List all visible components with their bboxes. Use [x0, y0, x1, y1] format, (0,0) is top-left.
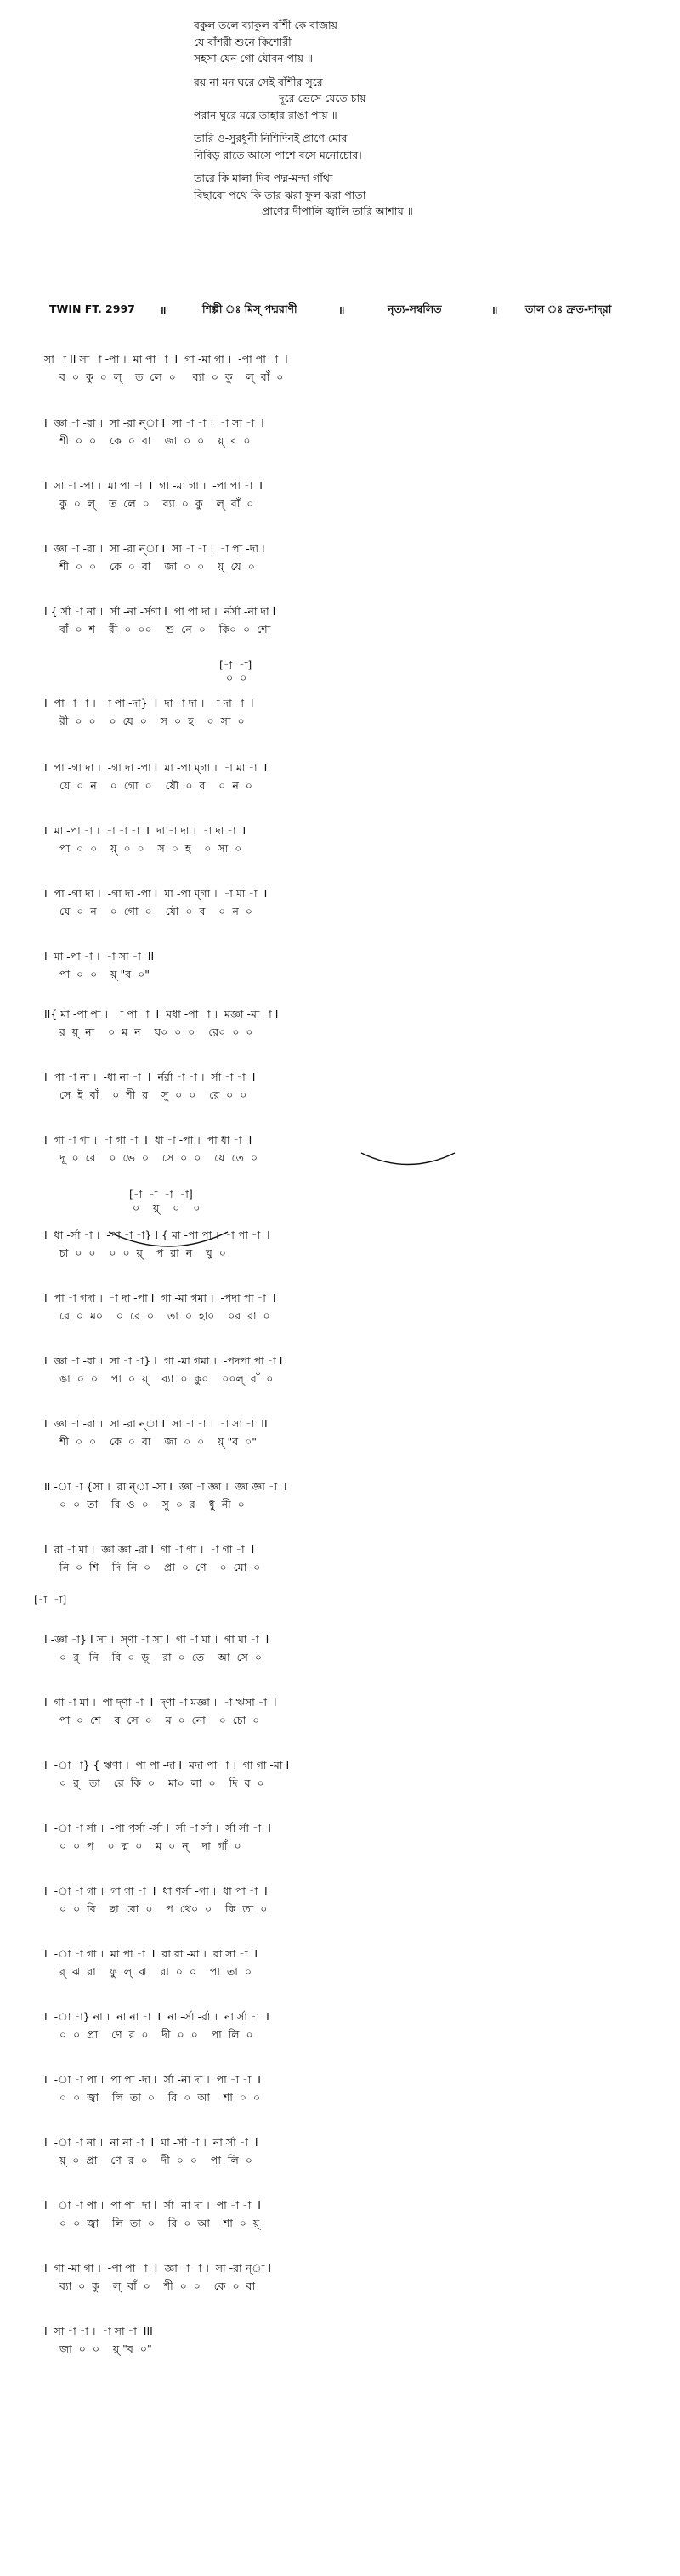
notation-row	[44, 2010, 269, 2041]
swara-line: I -া -া পা । পা পা -দা I র্সা -না দা । পা -া -া I	[44, 2199, 261, 2212]
notation-row	[44, 353, 288, 383]
notation-row	[44, 887, 267, 918]
lyrics-line: দূরে ভেসে যেতে চায়	[279, 92, 366, 105]
lyrics-line: বকুল তলে ব্যাকুল বাঁশী কে বাজায়	[194, 19, 337, 31]
lyric-syllable-line: ঙা ০ ০ পা ০ য়্ ব্যা ০ কু০ ০০ল্ বাঁ ০	[60, 1372, 274, 1385]
lyric-syllable-line: পা ০ ০ য়্ ০ ০ স ০ হ ০ সা ০	[60, 842, 242, 855]
notation-row	[44, 1417, 268, 1448]
header-separator: ॥	[491, 303, 498, 316]
swara-line: I { র্সা -া না । র্সা -না -র্সগা I পা পা দা । র্নর্সা -না দা I	[44, 605, 276, 618]
swara-line: I সা -া -া । -া সা -া III	[44, 2325, 153, 2337]
swara-line: I গা -া গা । -া গা -া I ধা -া -পা । পা ধা -া I	[44, 1133, 252, 1146]
lyric-syllable-line: শী ০ ০ কে ০ বা জা ০ ০ য়্ "ব ০"	[60, 1435, 258, 1448]
swara-line: I -া -া} না । না না -া I না -র্সা -র্রা । না র্সা -া I	[44, 2010, 269, 2023]
lyrics-line: তারি ও-সুরধুনী নিশিদিনই প্রাণে মোর	[194, 132, 348, 144]
ornament-bracket: [-া -া]	[219, 658, 252, 671]
swara-line: I জ্ঞা -া -রা । সা -রা ন্‌া I সা -া -া । -া সা -া I	[44, 416, 264, 429]
notation-row	[44, 824, 246, 855]
notation-row	[44, 416, 264, 447]
record-number: TWIN FT. 2997	[49, 302, 135, 315]
ornament-bracket: [-া -া -া -া]	[129, 1188, 193, 1200]
notation-row	[44, 1071, 255, 1101]
lyric-syllable-line: বাঁ ০ শ রী ০ ০০ শু নে ০ কি০ ০ শো	[60, 623, 271, 636]
lyric-syllable-line: ০ ০ জ্বা লি তা ০ রি ০ আ শা ০ ০	[60, 2091, 260, 2104]
lyric-syllable-line: ০ র্ তা রে কি ০ মা০ লা ০ দি ব ০	[60, 1777, 264, 1789]
notation-row	[44, 2136, 258, 2166]
dance-style: নৃত্য-সম্বলিত	[388, 302, 442, 315]
lyrics-line: নিবিড় রাতে আসে পাশে বসে মনোচোর।	[194, 148, 362, 161]
swara-line: II -া -া {সা । রা ন্‌া -সা I জ্ঞা -া জ্ঞা । জ্ঞা জ্ঞা -া I	[44, 1480, 287, 1493]
lyric-syllable-line: শী ০ ০ কে ০ বা জা ০ ০ য়্ ব ০	[60, 434, 251, 447]
notation-row	[44, 697, 254, 727]
lyric-syllable-line: পা ০ ০ য়্ "ব ০"	[60, 968, 150, 980]
lyric-syllable-line: ০ ০ প্রা ণে র ০ দী ০ ০ পা লি ০	[60, 2028, 253, 2041]
lyric-syllable-line: র্ ঝ রা ফু ল্ ঝ রা ০ ০ পা তা ০	[60, 1965, 252, 1978]
ornament-bracket: ০ য়্ ০ ০	[129, 1201, 201, 1214]
taal-info: তাল ঃ দ্রুত-দাদ্‌রা	[525, 302, 612, 315]
song-lyrics	[194, 17, 551, 227]
swara-line: I সা -া -পা । মা পা -া I গা -মা গা । -পা পা -া I	[44, 479, 263, 492]
notation-row	[44, 1633, 269, 1664]
lyrics-line: পরান ঘুরে মরে তাহার রাঙা পায় ॥	[194, 108, 337, 121]
lyric-syllable-line: কু ০ ল্ ত লে ০ ব্যা ০ কু ল্ বাঁ ০	[60, 497, 254, 510]
notation-row	[44, 2325, 153, 2355]
header-separator: ॥	[338, 303, 345, 316]
swara-line: সা -া II সা -া -পা । মা পা -া I গা -মা গা । -পা পা -া I	[44, 353, 288, 365]
lyrics-line: যে বাঁশরী শুনে কিশোরী	[194, 35, 292, 48]
swara-line: I -া -া গা । মা পা -া I রা রা -মা । রা সা -া I	[44, 1947, 258, 1960]
swara-line: I পা -া -া । -া পা -দা} I দা -া দা । -া দা -া I	[44, 697, 254, 709]
notation-row	[44, 605, 275, 636]
notation-row	[44, 542, 265, 573]
swara-line: I পা -া গদা । -া দা -পা I গা -মা গমা । -পদা পা -া I	[44, 1291, 276, 1304]
lyric-syllable-line: ০ ০ বি ছা বো ০ প থে০ ০ কি তা ০	[60, 1902, 268, 1915]
lyric-syllable-line: যে ০ ন ০ গো ০ যৌ ০ ব ০ ন ০	[60, 779, 252, 792]
lyric-syllable-line: ০ র্ নি বি ০ ড়্ রা ০ তে আ সে ০	[60, 1651, 262, 1664]
swara-line: I পা -গা দা । -গা দা -পা I মা -পা ম্গা । -া মা -া I	[44, 887, 268, 900]
notation-row	[44, 1696, 277, 1726]
swara-line: I গা -া মা । পা দ্ণা -া I দ্ণা -া মজ্ঞা । -া ঋসা -া I	[44, 1696, 277, 1709]
swara-line: I -া -া গা । গা গা -া I ধা ণর্সা -গা । ধা পা -া I	[44, 1884, 268, 1897]
lyric-syllable-line: নি ০ শি দি নি ০ প্রা ০ ণে ০ মো ০	[60, 1561, 261, 1573]
swara-line: II{ মা -পা পা । -া পা -া I মধা -পা -া । মজ্ঞা -মা -া I	[44, 1008, 279, 1020]
lyric-syllable-line: র য়্ না ০ ম ন ঘ০ ০ ০ রে০ ০ ০	[60, 1025, 253, 1038]
notation-row	[44, 1759, 289, 1789]
notation-row	[44, 1008, 278, 1038]
lyric-syllable-line: ব্যা ০ কু ল্ বাঁ ০ শী ০ ০ কে ০ বা	[60, 2279, 256, 2292]
notation-row	[44, 950, 154, 980]
lyric-syllable-line: চা ০ ০ ০ ০ য়্ প রা ন ঘু ০	[60, 1246, 226, 1259]
notation-row	[44, 1354, 283, 1385]
lyric-syllable-line: শী ০ ০ কে ০ বা জা ০ ০ য়্ যে ০	[60, 560, 255, 573]
swara-line: I -জ্ঞা -া} I সা । স্ণা -া সা I গা -া মা । গা মা -া I	[44, 1633, 269, 1646]
notation-row	[44, 1480, 287, 1511]
notation-row	[44, 479, 263, 510]
notation-row	[44, 1133, 258, 1164]
lyric-syllable-line: য়্ ০ প্রা ণে র ০ দী ০ ০ পা লি ০	[60, 2154, 252, 2166]
swara-line: I -া -া র্সা । -পা পর্সা -র্সা I র্সা -া র্সা । র্সা র্সা -া I	[44, 1822, 271, 1834]
notation-row	[44, 1947, 258, 1978]
lyric-syllable-line: রে ০ ম০ ০ রে ০ তা ০ হা০ ০র রা ০	[60, 1309, 270, 1322]
notation-row	[44, 2073, 261, 2104]
lyrics-line: রয় না মন ঘরে সেই বাঁশীর সুরে	[194, 75, 323, 88]
swara-line: I রা -া মা । জ্ঞা জ্ঞা -রা I গা -া গা । -া গা -া I	[44, 1543, 255, 1556]
lyrics-stanza	[194, 17, 551, 67]
lyric-syllable-line: ০ ০ জ্বা লি তা ০ রি ০ আ শা ০ য়্	[60, 2217, 260, 2229]
lyrics-stanza	[194, 74, 551, 124]
lyric-syllable-line: যে ০ ন ০ গো ০ যৌ ০ ব ০ ন ০	[60, 905, 252, 918]
lyric-syllable-line: জা ০ ০ য়্ "ব ০"	[60, 2342, 152, 2355]
notation-row	[44, 1884, 268, 1915]
swara-line: I জ্ঞা -া -রা । সা -রা ন্‌া I সা -া -া । -া পা -দা I	[44, 542, 265, 555]
ornament-bracket: ০ ০	[226, 671, 247, 684]
lyrics-stanza	[194, 130, 551, 163]
swara-line: I পা -া না । -ধা না -া I র্নর্রা -া -া । র্সা -া -া I	[44, 1071, 256, 1083]
notation-row	[44, 1822, 271, 1852]
swara-line: I মা -পা -া । -া -া -া I দা -া দা । -া দা -া I	[44, 824, 246, 837]
lyric-syllable-line: রী ০ ০ ০ যে ০ স ০ হ ০ সা ০	[60, 715, 245, 727]
artist-credit: শিল্পী ঃ মিস্ পদ্মরাণী	[202, 302, 298, 315]
lyric-syllable-line: ব ০ কু ০ ল্ ত লে ০ ব্যা ০ কু ল্ বাঁ ০	[60, 370, 284, 383]
lyric-syllable-line: পা ০ শে ব সে ০ ম ০ নো ০ চো ০	[60, 1714, 260, 1726]
lyric-syllable-line: দূ ০ রে ০ ভে ০ সে ০ ০ যে তে ০	[60, 1151, 258, 1164]
swara-line: I -া -া পা । পা পা -দা I র্সা -না দা । পা -া -া I	[44, 2073, 261, 2086]
notation-row	[44, 2262, 271, 2292]
slur-mark	[100, 1227, 236, 1254]
swara-line: I ধা -র্সা -া । -পা -া -া} I { মা -পা পা । -া পা -া I	[44, 1229, 270, 1241]
lyrics-line: সহসা যেন গো যৌবন পায় ॥	[194, 52, 314, 65]
notation-row	[44, 1291, 276, 1322]
lyrics-line: প্রাণের দীপালি জ্বালি তারি আশায় ॥	[262, 205, 413, 217]
swara-line: I জ্ঞা -া -রা । সা -া -া} I গা -মা গমা । -পদপা পা -া I	[44, 1354, 283, 1367]
lyric-syllable-line: ০ ০ প ০ দ্ম ০ ম ০ ন্ দা গাঁ ০	[60, 1839, 241, 1852]
header-separator: ॥	[160, 303, 167, 316]
notation-row	[44, 2199, 261, 2229]
swara-line: I -া -া না । না না -া I মা -র্সা -া । না র্সা -া I	[44, 2136, 258, 2149]
lyrics-line: তারে কি মালা দিব পদ্ম-মন্দা গাঁথা	[194, 172, 333, 184]
lyric-syllable-line: ০ ০ তা রি ও ০ সু ০ র ধু নী ০	[60, 1498, 245, 1511]
notation-header	[49, 302, 644, 323]
swara-line: I গা -মা গা । -পা পা -া I জ্ঞা -া -া । সা -রা ন্‌া I	[44, 2262, 272, 2274]
swara-line: I -া -া} { ঋণা । পা পা -দা I মদা পা -া । গা গা -মা I	[44, 1759, 290, 1771]
swara-line: I জ্ঞা -া -রা । সা -রা ন্‌া I সা -া -া । -া সা -া II	[44, 1417, 268, 1430]
lyrics-stanza	[194, 170, 551, 220]
lyrics-line: বিছাবো পথে কি তার ঝরা ফুল ঝরা পাতা	[194, 188, 366, 201]
notation-row	[44, 1543, 260, 1573]
slur-mark	[357, 1149, 459, 1174]
swara-line: I মা -পা -া । -া সা -া II	[44, 950, 155, 963]
ornament-bracket: [-া -া]	[34, 1593, 67, 1606]
notation-row	[44, 761, 267, 792]
lyric-syllable-line: সে ই বাঁ ০ শী র সু ০ ০ রে ০ ০	[60, 1088, 247, 1101]
swara-line: I পা -গা দা । -গা দা -পা I মা -পা ম্গা । -া মা -া I	[44, 761, 268, 774]
